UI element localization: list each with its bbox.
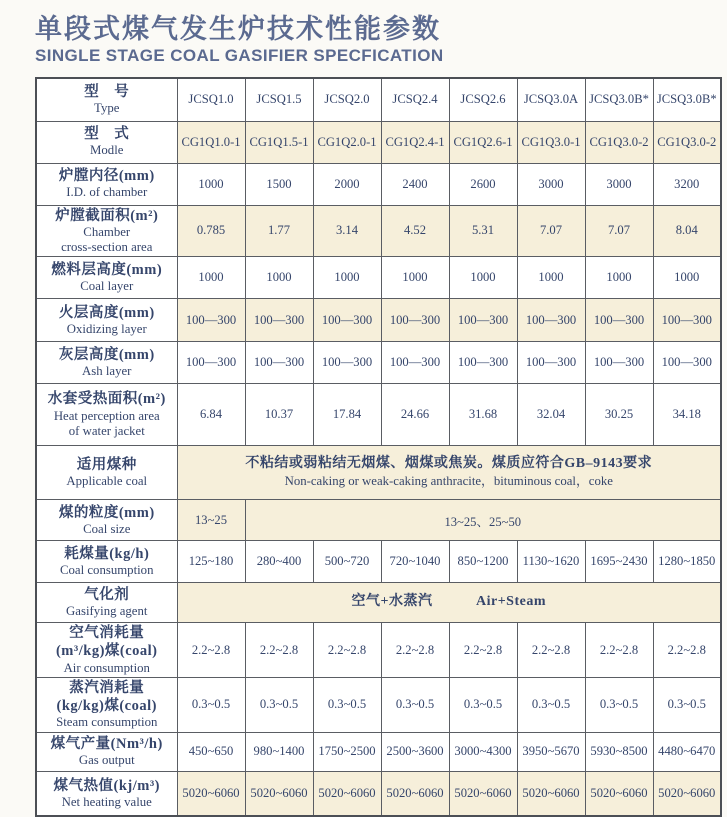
spec-value-cell: 0.3~0.5 (517, 677, 585, 732)
spec-value-cell: 5930~8500 (585, 732, 653, 771)
spec-value-cell (177, 446, 721, 500)
span-text-cn: 空气+水蒸汽 Air+Steam (351, 594, 546, 610)
row-label-en: Coal size (83, 521, 131, 536)
spec-value-cell: 100—300 (381, 342, 449, 384)
row-label-en: of water jacket (68, 423, 145, 438)
row-label-cn: 火层高度(mm) (58, 304, 155, 321)
row-label-cn: 耗煤量(kg/h) (64, 546, 150, 563)
row-label-cn: (kg/kg)煤(coal) (56, 698, 157, 715)
spec-value-cell: 100—300 (517, 299, 585, 342)
spec-value-cell: 1000 (177, 163, 245, 205)
row-label (36, 257, 177, 299)
row-label (36, 623, 177, 678)
spec-value-cell (177, 583, 721, 623)
spec-value-cell: 3000 (517, 163, 585, 205)
spec-row (36, 384, 721, 446)
row-label-en: Modle (90, 143, 124, 158)
spec-row (36, 732, 721, 771)
spec-value-cell: 0.3~0.5 (653, 677, 721, 732)
spec-value-cell: 8.04 (653, 205, 721, 257)
spec-value-cell: 13~25 (177, 500, 245, 541)
spec-value-cell: 3000~4300 (449, 732, 517, 771)
spec-table-body (36, 78, 721, 816)
row-label-en: Coal layer (80, 279, 134, 294)
spec-row (36, 163, 721, 205)
spec-value-cell: 100—300 (313, 342, 381, 384)
row-label (36, 583, 177, 623)
row-label-cn: 灰层高度(mm) (58, 347, 155, 364)
spec-value-cell: 0.3~0.5 (381, 677, 449, 732)
row-label-en: Heat perception area (53, 408, 160, 423)
spec-value-cell: 0.3~0.5 (245, 677, 313, 732)
spec-value-cell: CG1Q1.0-1 (177, 121, 245, 163)
row-label-en: I.D. of chamber (66, 185, 148, 200)
spec-value-cell: 5.31 (449, 205, 517, 257)
spec-value-cell: 30.25 (585, 384, 653, 446)
spec-value-cell: 100—300 (517, 342, 585, 384)
spec-value-cell: 100—300 (449, 299, 517, 342)
row-label-en: Gasifying agent (66, 604, 148, 619)
spec-value-cell: CG1Q2.4-1 (381, 121, 449, 163)
spec-value-cell: 1000 (313, 257, 381, 299)
spec-value-cell: 1130~1620 (517, 541, 585, 583)
spec-value-cell: 2.2~2.8 (653, 623, 721, 678)
row-label-cn: 空气消耗量 (69, 625, 145, 642)
row-label-cn: 型 式 (84, 126, 130, 143)
spec-value-cell: JCSQ3.0B* (653, 78, 721, 121)
spec-value-cell: JCSQ1.0 (177, 78, 245, 121)
spec-value-cell: 32.04 (517, 384, 585, 446)
spec-table (35, 77, 722, 817)
spec-value-cell: JCSQ1.5 (245, 78, 313, 121)
spec-value-cell: 3200 (653, 163, 721, 205)
row-label (36, 500, 177, 541)
spec-value-cell: 1500 (245, 163, 313, 205)
spec-value-cell: 0.785 (177, 205, 245, 257)
row-label-en: Coal consumption (60, 563, 154, 578)
spec-value-cell: 500~720 (313, 541, 381, 583)
spec-value-cell: 0.3~0.5 (177, 677, 245, 732)
spec-value-cell: 5020~6060 (381, 771, 449, 816)
spec-value-cell: 100—300 (449, 342, 517, 384)
spec-value-cell: 1000 (381, 257, 449, 299)
spec-value-cell: 100—300 (653, 342, 721, 384)
spec-value-cell: CG1Q3.0-2 (653, 121, 721, 163)
spec-value-cell: 100—300 (177, 342, 245, 384)
spec-value-cell: 7.07 (585, 205, 653, 257)
spec-value-cell: 2.2~2.8 (449, 623, 517, 678)
spec-value-cell: 5020~6060 (517, 771, 585, 816)
spec-value-cell: 4.52 (381, 205, 449, 257)
row-label-cn: (m³/kg)煤(coal) (55, 643, 158, 660)
spec-value-cell: 1000 (177, 257, 245, 299)
spec-value-cell: 13~25、25~50 (245, 500, 721, 541)
spec-value-cell: 4480~6470 (653, 732, 721, 771)
spec-value-cell: 125~180 (177, 541, 245, 583)
spec-value-cell: 1000 (245, 257, 313, 299)
spec-value-cell: JCSQ2.6 (449, 78, 517, 121)
row-label-cn: 炉膛截面积(m²) (55, 207, 159, 224)
spec-value-cell: CG1Q2.6-1 (449, 121, 517, 163)
spec-value-cell: 1000 (653, 257, 721, 299)
spec-row (36, 500, 721, 541)
spec-value-cell: 100—300 (585, 342, 653, 384)
row-label (36, 78, 177, 121)
row-label-cn: 炉膛内径(mm) (58, 168, 155, 185)
row-label-cn: 气化剂 (84, 587, 130, 604)
spec-value-cell: 3950~5670 (517, 732, 585, 771)
spec-value-cell: 24.66 (381, 384, 449, 446)
row-label (36, 541, 177, 583)
spec-row (36, 121, 721, 163)
spec-value-cell: 1750~2500 (313, 732, 381, 771)
spec-value-cell: JCSQ2.4 (381, 78, 449, 121)
spec-value-cell: 0.3~0.5 (449, 677, 517, 732)
spec-value-cell: 2600 (449, 163, 517, 205)
spec-row (36, 205, 721, 257)
spec-value-cell: 5020~6060 (449, 771, 517, 816)
row-label-en: Gas output (78, 752, 135, 767)
row-label-en: Type (94, 101, 120, 116)
spec-value-cell: 5020~6060 (585, 771, 653, 816)
spec-value-cell: 5020~6060 (245, 771, 313, 816)
span-text-cn: 不粘结或弱粘结无烟煤、烟煤或焦炭。煤质应符合GB–9143要求 (245, 456, 653, 472)
spec-value-cell: 3000 (585, 163, 653, 205)
spec-value-cell: 0.3~0.5 (585, 677, 653, 732)
spec-value-cell: 0.3~0.5 (313, 677, 381, 732)
row-label-en: Air consumption (63, 660, 150, 675)
spec-value-cell: 7.07 (517, 205, 585, 257)
spec-value-cell: JCSQ3.0A (517, 78, 585, 121)
row-label (36, 121, 177, 163)
spec-value-cell: 1000 (449, 257, 517, 299)
spec-value-cell: 280~400 (245, 541, 313, 583)
row-label (36, 771, 177, 816)
spec-row (36, 677, 721, 732)
spec-row (36, 541, 721, 583)
row-label (36, 163, 177, 205)
row-label-en: Steam consumption (56, 715, 158, 730)
spec-value-cell: 1.77 (245, 205, 313, 257)
spec-row (36, 342, 721, 384)
spec-value-cell: CG1Q2.0-1 (313, 121, 381, 163)
spec-row (36, 78, 721, 121)
row-label-cn: 水套受热面积(m²) (47, 391, 166, 408)
spec-value-cell: 17.84 (313, 384, 381, 446)
spec-value-cell: 100—300 (245, 342, 313, 384)
spec-value-cell: 34.18 (653, 384, 721, 446)
row-label (36, 446, 177, 500)
row-label-en: Applicable coal (66, 474, 148, 489)
spec-value-cell: 450~650 (177, 732, 245, 771)
spec-value-cell: 2400 (381, 163, 449, 205)
spec-value-cell: 1000 (585, 257, 653, 299)
spec-value-cell: JCSQ2.0 (313, 78, 381, 121)
row-label-en: Net heating value (61, 794, 152, 809)
row-label-en: Oxidizing layer (66, 321, 147, 336)
spec-value-cell: CG1Q1.5-1 (245, 121, 313, 163)
row-label-cn: 适用煤种 (76, 457, 137, 474)
row-label (36, 205, 177, 257)
row-label (36, 299, 177, 342)
row-label-cn: 型 号 (84, 84, 130, 101)
spec-value-cell: 2.2~2.8 (313, 623, 381, 678)
spec-value-cell: JCSQ3.0B* (585, 78, 653, 121)
spec-value-cell: 1000 (517, 257, 585, 299)
spec-row (36, 583, 721, 623)
spec-value-cell: 100—300 (177, 299, 245, 342)
row-label-cn: 蒸汽消耗量 (69, 679, 145, 696)
spec-value-cell: 1695~2430 (585, 541, 653, 583)
spec-value-cell: 5020~6060 (653, 771, 721, 816)
spec-row (36, 771, 721, 816)
spec-value-cell: CG1Q3.0-1 (517, 121, 585, 163)
spec-value-cell: 10.37 (245, 384, 313, 446)
spec-value-cell: 2.2~2.8 (585, 623, 653, 678)
row-label-en: Chamber (83, 224, 131, 239)
span-text-en: Non-caking or weak-caking anthracite，bituminous coal，coke (284, 474, 613, 489)
row-label-cn: 煤气产量(Nm³/h) (50, 735, 163, 752)
row-label-en: cross-section area (61, 240, 153, 255)
row-label (36, 732, 177, 771)
spec-value-cell: 100—300 (313, 299, 381, 342)
spec-row (36, 623, 721, 678)
spec-value-cell: 5020~6060 (313, 771, 381, 816)
spec-row (36, 299, 721, 342)
row-label-cn: 煤气热值(kj/m³) (53, 777, 160, 794)
spec-value-cell: 2.2~2.8 (381, 623, 449, 678)
spec-value-cell: 1280~1850 (653, 541, 721, 583)
row-label (36, 384, 177, 446)
spec-value-cell: 100—300 (585, 299, 653, 342)
row-label (36, 342, 177, 384)
spec-row (36, 257, 721, 299)
spec-value-cell: 5020~6060 (177, 771, 245, 816)
spec-value-cell: 2.2~2.8 (517, 623, 585, 678)
spec-value-cell: 100—300 (653, 299, 721, 342)
spec-value-cell: CG1Q3.0-2 (585, 121, 653, 163)
spec-value-cell: 2.2~2.8 (177, 623, 245, 678)
spec-value-cell: 980~1400 (245, 732, 313, 771)
row-label-cn: 煤的粒度(mm) (58, 504, 155, 521)
spec-value-cell: 3.14 (313, 205, 381, 257)
row-label-en: Ash layer (82, 364, 132, 379)
row-label (36, 677, 177, 732)
spec-value-cell: 100—300 (245, 299, 313, 342)
spec-value-cell: 100—300 (381, 299, 449, 342)
row-label-cn: 燃料层高度(mm) (51, 262, 163, 279)
spec-value-cell: 850~1200 (449, 541, 517, 583)
spec-value-cell: 2000 (313, 163, 381, 205)
spec-value-cell: 2500~3600 (381, 732, 449, 771)
spec-row (36, 446, 721, 500)
spec-value-cell: 31.68 (449, 384, 517, 446)
spec-value-cell: 720~1040 (381, 541, 449, 583)
page-title-cn: 单段式煤气发生炉技术性能参数 (35, 14, 441, 45)
spec-value-cell: 6.84 (177, 384, 245, 446)
page-title-en: SINGLE STAGE COAL GASIFIER SPECFICATION (35, 46, 444, 66)
spec-value-cell: 2.2~2.8 (245, 623, 313, 678)
